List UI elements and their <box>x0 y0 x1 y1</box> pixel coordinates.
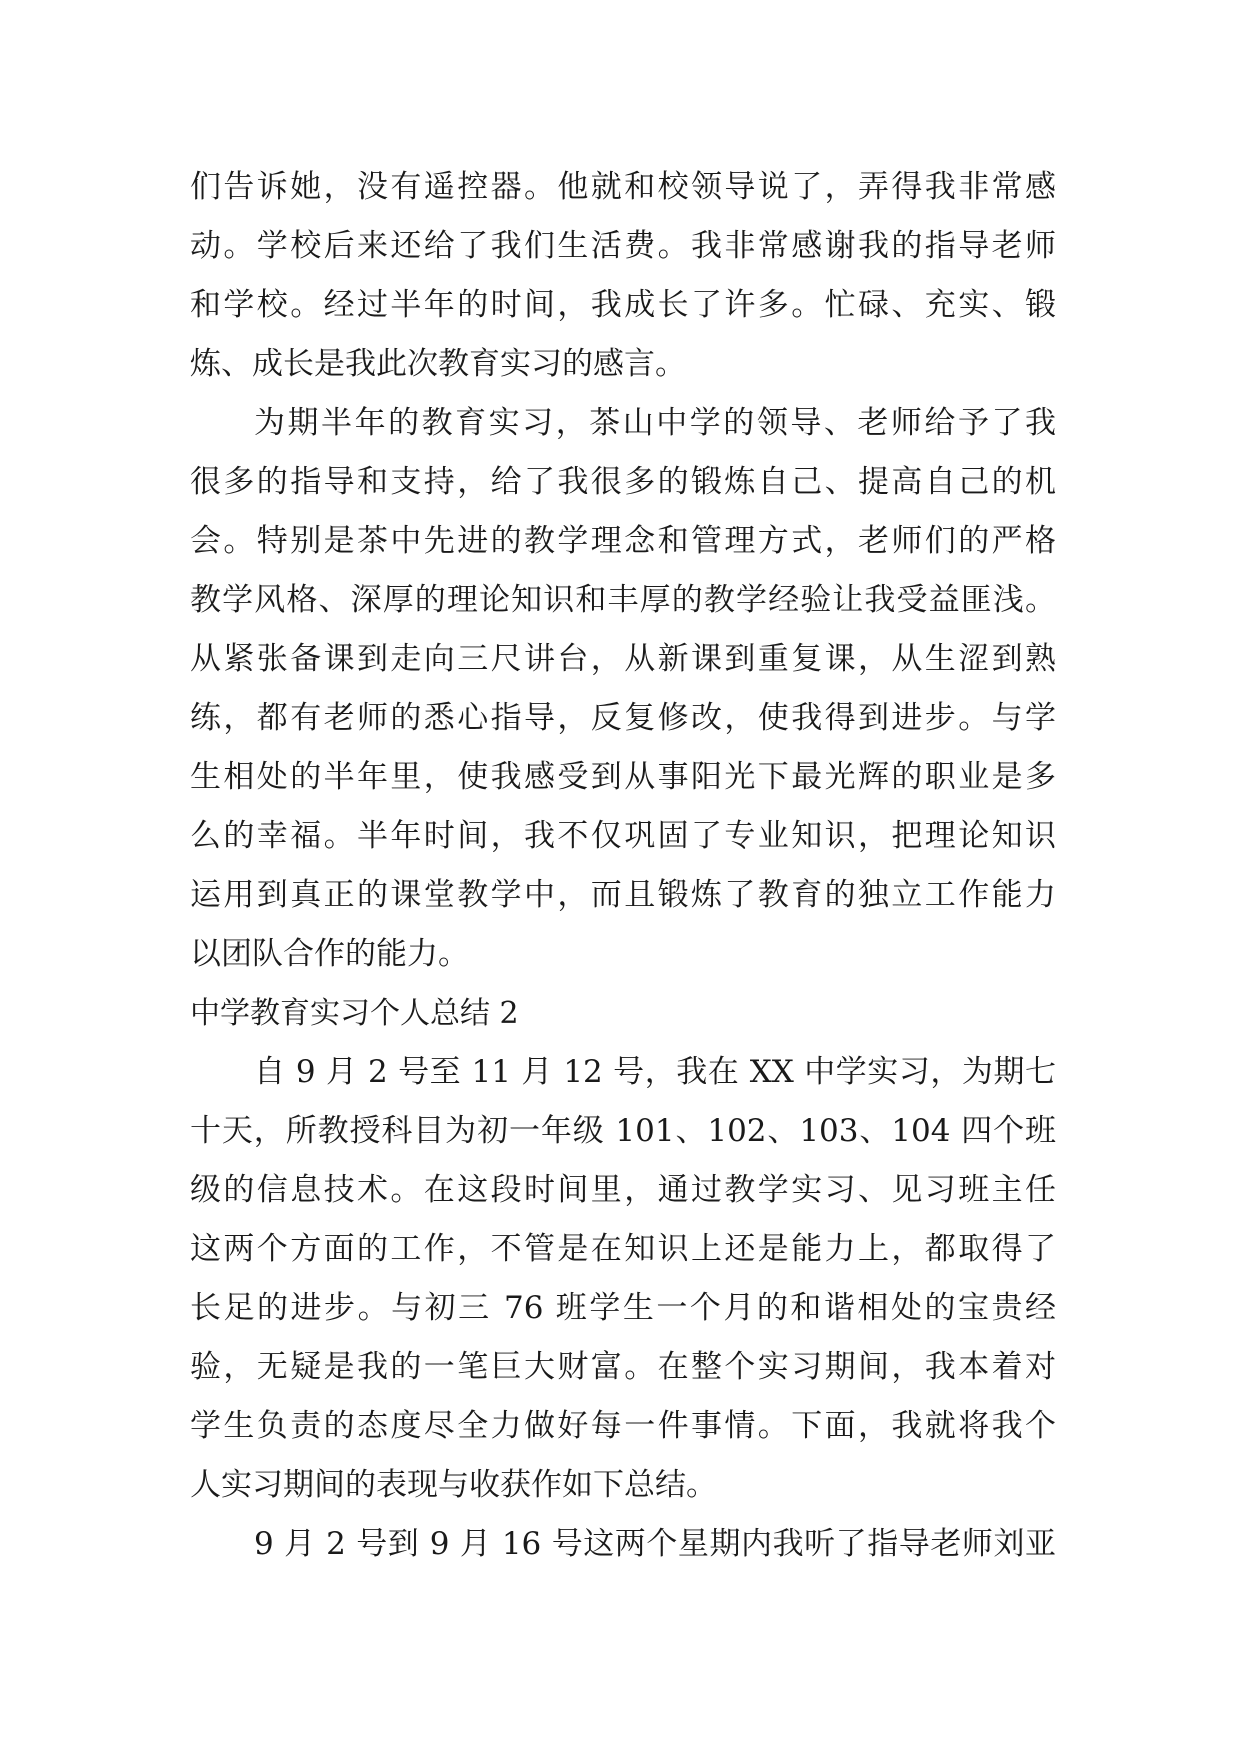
text-line: 级的信息技术。在这段时间里，通过教学实习、见习班主任 <box>190 1172 1056 1208</box>
text-line: 么的幸福。半年时间，我不仅巩固了专业知识，把理论知识 <box>190 818 1056 854</box>
section-heading <box>190 984 1056 1043</box>
text-line: 验，无疑是我的一笔巨大财富。在整个实习期间，我本着对 <box>190 1349 1056 1385</box>
text-line: 十天，所教授科目为初一年级 101、102、103、104 四个班 <box>190 1113 1056 1149</box>
text-line: 长足的进步。与初三 76 班学生一个月的和谐相处的宝贵经 <box>190 1290 1056 1326</box>
text-line: 和学校。经过半年的时间，我成长了许多。忙碌、充实、锻 <box>190 287 1056 323</box>
text-line: 中学教育实习个人总结 2 <box>190 996 519 1031</box>
text-line: 生相处的半年里，使我感受到从事阳光下最光辉的职业是多 <box>190 759 1056 795</box>
text-line: 教学风格、深厚的理论知识和丰厚的教学经验让我受益匪浅。 <box>190 582 1056 618</box>
text-line: 自 9 月 2 号至 11 月 12 号，我在 XX 中学实习，为期七 <box>254 1054 1056 1090</box>
text-line: 从紧张备课到走向三尺讲台，从新课到重复课，从生涩到熟 <box>190 641 1056 677</box>
paragraph <box>190 1043 1056 1515</box>
text-line: 运用到真正的课堂教学中，而且锻炼了教育的独立工作能力 <box>190 877 1056 913</box>
text-line: 练，都有老师的悉心指导，反复修改，使我得到进步。与学 <box>190 700 1056 736</box>
text-line: 人实习期间的表现与收获作如下总结。 <box>190 1467 717 1503</box>
text-line: 会。特别是茶中先进的教学理念和管理方式，老师们的严格 <box>190 523 1056 559</box>
text-line: 学生负责的态度尽全力做好每一件事情。下面，我就将我个 <box>190 1408 1056 1444</box>
paragraph <box>190 394 1056 984</box>
text-line: 以团队合作的能力。 <box>190 936 469 972</box>
text-line: 动。学校后来还给了我们生活费。我非常感谢我的指导老师 <box>190 228 1056 264</box>
document-body <box>190 158 1056 1574</box>
text-line: 为期半年的教育实习，茶山中学的领导、老师给予了我 <box>254 405 1056 441</box>
text-line: 很多的指导和支持，给了我很多的锻炼自己、提高自己的机 <box>190 464 1056 500</box>
text-line: 9 月 2 号到 9 月 16 号这两个星期内我听了指导老师刘亚 <box>254 1526 1056 1562</box>
text-line: 这两个方面的工作，不管是在知识上还是能力上，都取得了 <box>190 1231 1056 1267</box>
paragraph <box>190 158 1056 394</box>
text-line: 们告诉她，没有遥控器。他就和校领导说了，弄得我非常感 <box>190 169 1056 205</box>
text-line: 炼、成长是我此次教育实习的感言。 <box>190 346 686 382</box>
paragraph <box>190 1515 1056 1574</box>
